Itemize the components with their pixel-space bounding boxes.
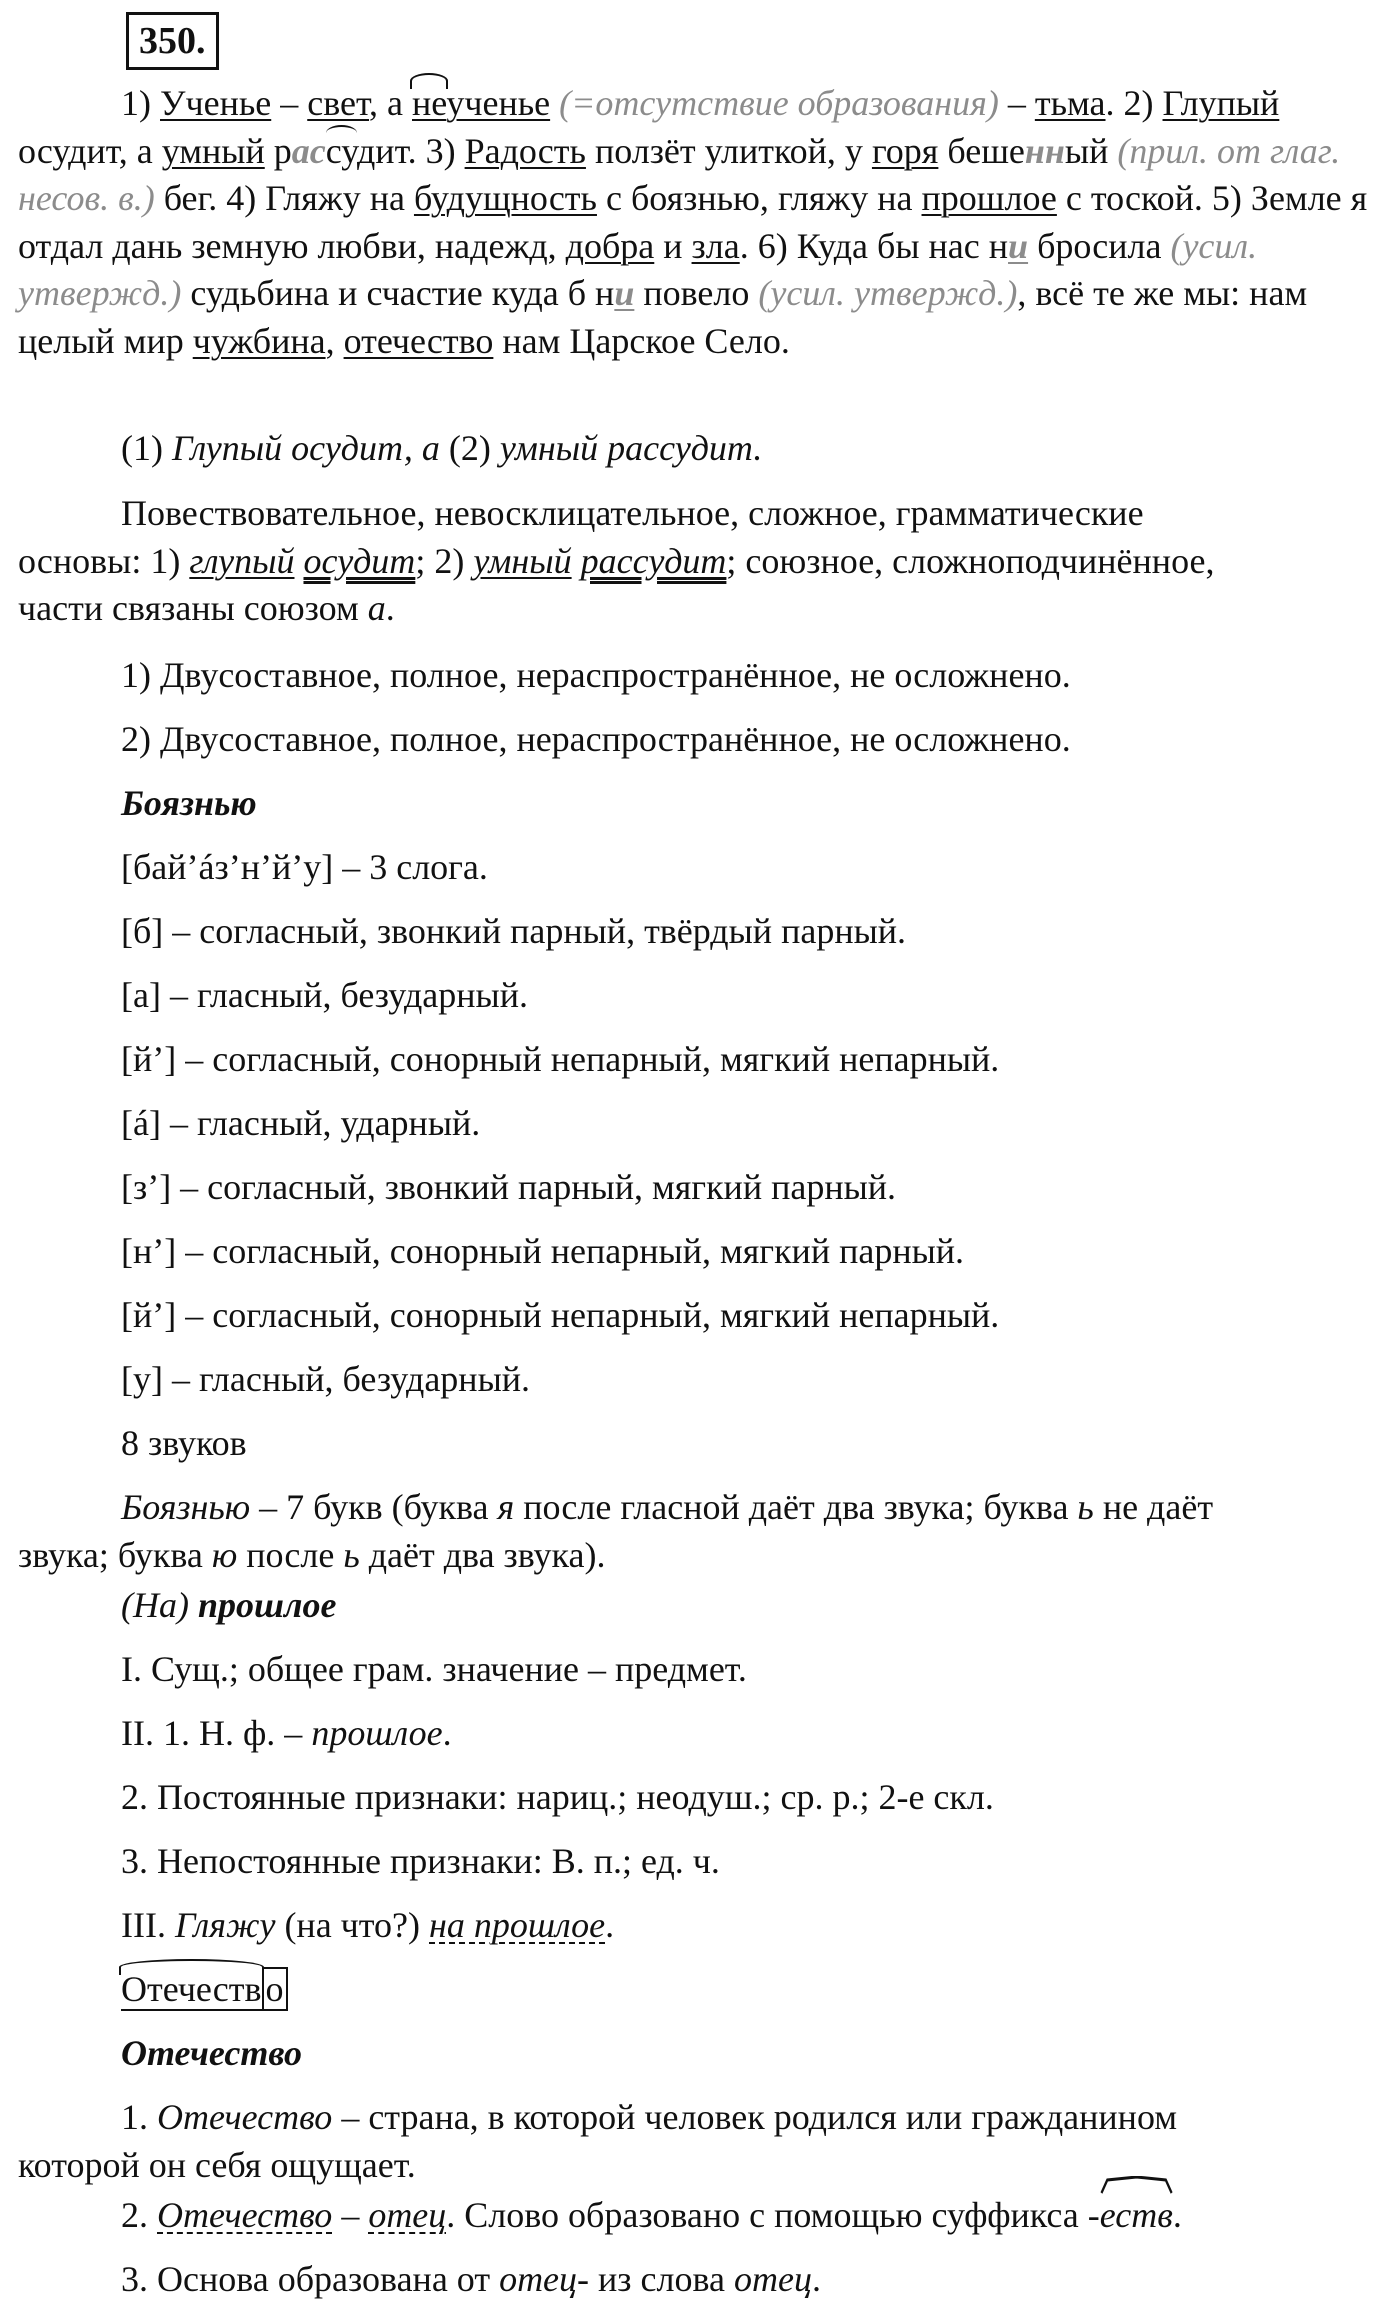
sound-line: [б] – согласный, звонкий парный, твёрдый парный. bbox=[121, 911, 907, 951]
note-4: (усил. утвержд.) bbox=[758, 273, 1018, 314]
word-radost: Радость bbox=[464, 130, 586, 171]
word-glupy: Глупый bbox=[1162, 83, 1280, 123]
task-text: 1) Ученье – свет, а неученье (=отсутствие образования) – тьма. 2) Глупый осудит, а умный рассудит. 3) Радость ползёт улиткой, у горя бешенный (прил. от глаг. несов. в.) бег. 4) Гляжу на будущность с боязнью, гляжу на прошлое с тоской. 5) Земле я отдал дань земную любви, надежд, добра и зла. 6) Куда бы нас ни бросила (усил. утвержд.) судьбина и счастие куда б ни повело (усил. утвержд.), всё те же мы: нам целый мир чужбина, отечество нам Царское Село. bbox=[18, 83, 1368, 361]
part-2-description: 2) Двусоставное, полное, нераспространённое, не осложнено. bbox=[121, 719, 1071, 759]
word-chuzhbina: чужбина bbox=[192, 320, 326, 361]
word-uchenye2: ученье bbox=[446, 83, 551, 123]
part-1-description: 1) Двусоставное, полное, нераспространённое, не осложнено. bbox=[121, 655, 1071, 695]
sound-line: [á] – гласный, ударный. bbox=[121, 1103, 481, 1143]
predicate-2: рассудит bbox=[580, 540, 727, 581]
word-uchenye: Ученье bbox=[160, 83, 272, 123]
morph-line-1: I. Сущ.; общее грам. значение – предмет. bbox=[121, 1649, 747, 1689]
sound-line: [а] – гласный, безударный. bbox=[121, 975, 529, 1015]
word-formation-line-2: 2. Отечество – отец. Слово образовано с помощью суффикса - еств. bbox=[18, 2192, 1182, 2240]
sound-line: [у] – гласный, безударный. bbox=[121, 1359, 531, 1399]
note-1: (=отсутствие образования) bbox=[559, 83, 999, 123]
sound-line: [з’] – согласный, звонкий парный, мягкий парный. bbox=[121, 1167, 897, 1207]
word-rassudit: рассудит. bbox=[273, 130, 417, 171]
subject-2: умный bbox=[473, 540, 572, 581]
analysis-sentence: (1) Глупый осудит, а (2) умный рассудит. bbox=[121, 428, 763, 468]
word-umny: умный bbox=[161, 130, 265, 171]
morph-line-5: III. Гляжу (на что?) на прошлое. bbox=[121, 1905, 615, 1945]
phonetic-transcription: [бай’áз’н’й’у] – 3 слога. bbox=[121, 847, 488, 887]
word-gorya: горя bbox=[871, 130, 939, 171]
subject-1: глупый bbox=[189, 540, 295, 581]
letters-note: Боязнью – 7 букв (буква я после гласной даёт два звука; буква ь не даёт звука; буква ю после ь даёт два звука). bbox=[18, 1487, 1214, 1575]
predicate-1: осудит bbox=[303, 540, 416, 581]
sound-line: [й’] – согласный, сонорный непарный, мягкий непарный. bbox=[121, 1295, 1000, 1335]
note-3: (усил. утвержд.) bbox=[18, 225, 1258, 314]
note-2: (прил. от глаг. несов. в.) bbox=[18, 130, 1341, 219]
word-svet: свет bbox=[307, 83, 370, 123]
sound-count: 8 звуков bbox=[121, 1423, 247, 1463]
sound-line: [й’] – согласный, сонорный непарный, мягкий непарный. bbox=[121, 1039, 1000, 1079]
word-formation-heading: Отечество bbox=[121, 2033, 303, 2073]
sound-line: [н’] – согласный, сонорный непарный, мягкий парный. bbox=[121, 1231, 965, 1271]
morph-line-2: II. 1. Н. ф. – прошлое. bbox=[121, 1713, 452, 1753]
prefix-ne: не bbox=[412, 83, 447, 123]
exercise-number: 350. bbox=[126, 12, 219, 70]
morph-heading: (На) прошлое bbox=[121, 1585, 337, 1625]
phonetic-heading: Боязнью bbox=[121, 783, 257, 823]
suffix-mark: еств bbox=[1100, 2192, 1173, 2240]
word-tma: тьма bbox=[1034, 83, 1106, 123]
word-proshloe: прошлое bbox=[921, 178, 1057, 219]
morph-line-4: 3. Непостоянные признаки: В. п.; ед. ч. bbox=[121, 1841, 720, 1881]
word-formation-line-1: 1. Отечество – страна, в которой человек родился или гражданином которой он себя ощущает. bbox=[18, 2097, 1178, 2185]
morph-line-3: 2. Постоянные признаки: нариц.; неодуш.; ср. р.; 2-е скл. bbox=[121, 1777, 994, 1817]
morpheme-analysis: Отечеств о bbox=[18, 1966, 288, 2014]
word-dobra: добра bbox=[565, 225, 655, 266]
sentence-description: Повествовательное, невосклицательное, сложное, грамматические основы: 1) глупый осудит; 2) умный рассудит; союзное, сложноподчинённое, части связаны союзом а. bbox=[18, 493, 1215, 629]
word-formation-line-3: 3. Основа образована от отец- из слова отец. bbox=[121, 2259, 821, 2299]
word-otechestvo: отечество bbox=[343, 320, 494, 361]
word-budushchnost: будущность bbox=[413, 178, 597, 219]
word-zla: зла bbox=[691, 225, 740, 266]
suffix-sign-icon bbox=[1100, 2176, 1173, 2194]
